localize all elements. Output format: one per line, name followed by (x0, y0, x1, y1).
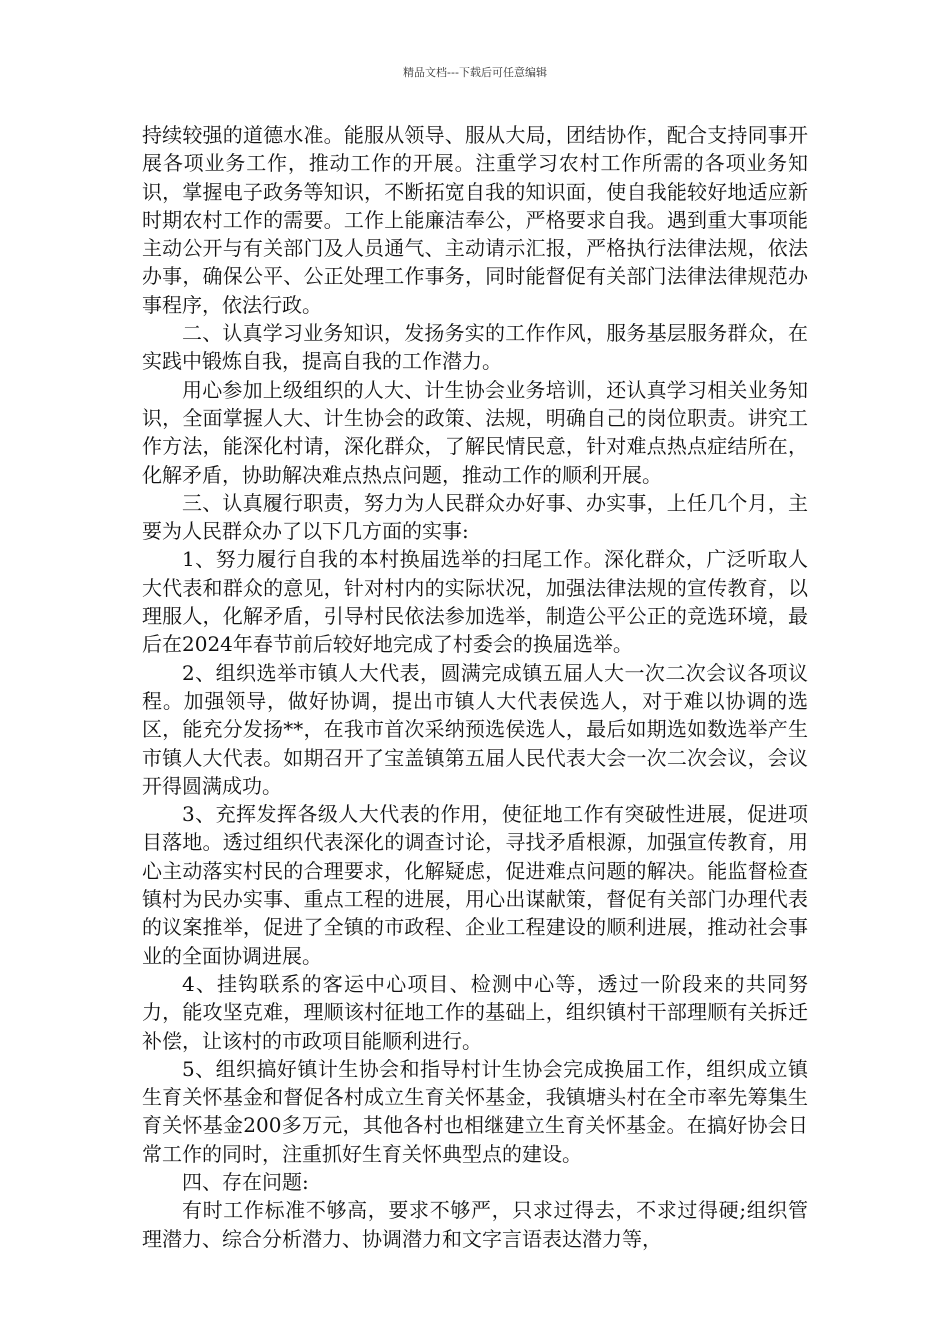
paragraph-9: 5、组织搞好镇计生协会和指导村计生协会完成换届工作，组织成立镇生育关怀基金和督促各村成立生育关怀基金，我镇塘头村在全市率先筹集生育关怀基金200多万元，其他各村也相继建立生育关怀基金。在搞好协会日常工作的同时，注重抓好生育关怀典型点的建设。 (142, 1056, 808, 1166)
page-header: 精品文档---下载后可任意编辑 (403, 66, 547, 79)
paragraph-4: 三、认真履行职责，努力为人民群众办好事、办实事，上任几个月，主要为人民群众办了以下几方面的实事: (142, 490, 808, 544)
paragraph-3: 用心参加上级组织的人大、计生协会业务培训，还认真学习相关业务知识，全面掌握人大、计生协会的政策、法规，明确自己的岗位职责。讲究工作方法，能深化村请，深化群众，了解民情民意，针对难点热点症结所在，化解矛盾，协助解决难点热点问题，推动工作的顺利开展。 (142, 377, 808, 487)
paragraph-5: 1、努力履行自我的本村换届选举的扫尾工作。深化群众，广泛听取人大代表和群众的意见，针对村内的实际状况，加强法律法规的宣传教育，以理服人，化解矛盾，引导村民依法参加选举，制造公平公正的竞选环境，最后在2024年春节前后较好地完成了村委会的换届选举。 (142, 547, 808, 657)
document-body (142, 121, 808, 1253)
paragraph-7: 3、充挥发挥各级人大代表的作用，使征地工作有突破性进展，促进项目落地。透过组织代表深化的调查讨论，寻找矛盾根源，加强宣传教育，用心主动落实村民的合理要求，化解疑虑，促进难点问题的解决。能监督检查镇村为民办实事、重点工程的进展，用心出谋献策，督促有关部门办理代表的议案推举，促进了全镇的市政程、企业工程建设的顺利进展，推动社会事业的全面协调进展。 (142, 802, 808, 968)
paragraph-11: 有时工作标准不够高，要求不够严，只求过得去，不求过得硬;组织管理潜力、综合分析潜力、协调潜力和文字言语表达潜力等， (142, 1198, 808, 1251)
paragraph-1: 持续较强的道德水准。能服从领导、服从大局，团结协作，配合支持同事开展各项业务工作，推动工作的开展。注重学习农村工作所需的各项业务知识，掌握电子政务等知识，不断拓宽自我的知识面，使自我能较好地适应新时期农村工作的需要。工作上能廉洁奉公，严格要求自我。遇到重大事项能主动公开与有关部门及人员通气、主动请示汇报，严格执行法律法规，依法办事，确保公平、公正处理工作事务，同时能督促有关部门法律法律规范办事程序，依法行政。 (142, 123, 808, 317)
paragraph-10: 四、存在问题: (182, 1169, 309, 1194)
paragraph-2: 二、认真学习业务知识，发扬务实的工作作风，服务基层服务群众，在实践中锻炼自我，提高自我的工作潜力。 (142, 321, 808, 374)
paragraph-8: 4、挂钩联系的客运中心项目、检测中心等，透过一阶段来的共同努力，能攻坚克难，理顺该村征地工作的基础上，组织镇村干部理顺有关拆迁补偿，让该村的市政项目能顺利进行。 (142, 971, 808, 1053)
paragraph-6: 2、组织选举市镇人大代表，圆满完成镇五届人大一次二次会议各项议程。加强领导，做好协调，提出市镇人大代表侯选人，对于难以协调的选区，能充分发扬**，在我市首次采纳预选侯选人，最后如期选如数选举产生市镇人大代表。如期召开了宝盖镇第五届人民代表大会一次二次会议，会议开得圆满成功。 (142, 660, 808, 798)
